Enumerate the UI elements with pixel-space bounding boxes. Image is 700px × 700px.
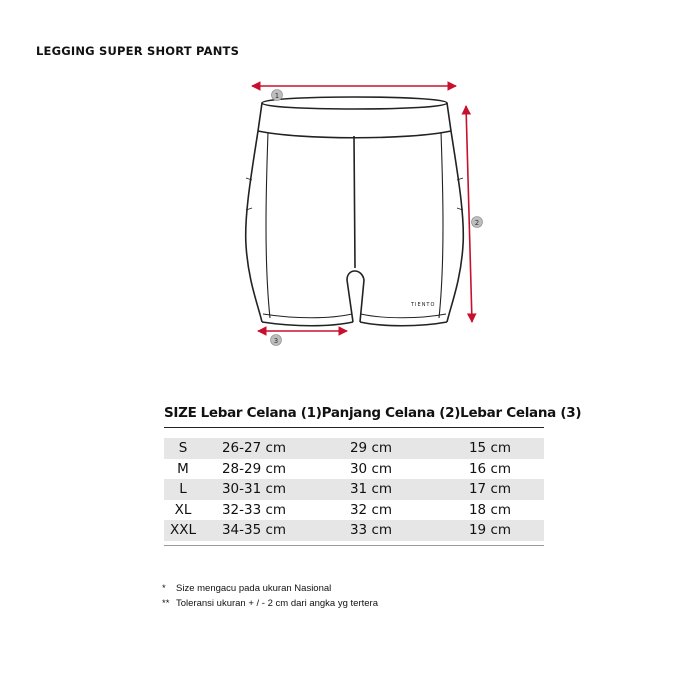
brand-logo: TIENTO	[411, 302, 436, 308]
table-row: S 26-27 cm 29 cm 15 cm	[164, 438, 544, 459]
table-header	[164, 405, 582, 428]
measure-arrow-2	[466, 106, 472, 322]
footnotes	[162, 581, 378, 611]
footnote-item: * Size mengacu pada ukuran Nasional	[162, 583, 332, 594]
table-row: XL 32-33 cm 32 cm 18 cm	[174, 501, 512, 518]
header-size: SIZE	[164, 405, 197, 421]
table-body	[164, 438, 544, 541]
table-row: XXL 34-35 cm 33 cm 19 cm	[164, 520, 544, 541]
size-table	[164, 405, 582, 546]
table-row: L 30-31 cm 31 cm 17 cm	[164, 479, 544, 500]
svg-text:2: 2	[474, 219, 480, 227]
table-row: M 28-29 cm 30 cm 16 cm	[177, 460, 512, 477]
header-panjang-2: Panjang Celana (2)	[321, 405, 461, 421]
svg-text:3: 3	[273, 337, 279, 345]
header-lebar-1: Lebar Celana (1)	[200, 405, 322, 421]
footnote-item: ** Toleransi ukuran + / - 2 cm dari angka yg tertera	[162, 598, 378, 609]
svg-text:1: 1	[274, 92, 280, 100]
shorts-outline	[246, 97, 464, 326]
page-title: LEGGING SUPER SHORT PANTS	[36, 44, 240, 58]
table-end-divider	[164, 545, 544, 546]
header-lebar-3: Lebar Celana (3)	[460, 405, 582, 421]
